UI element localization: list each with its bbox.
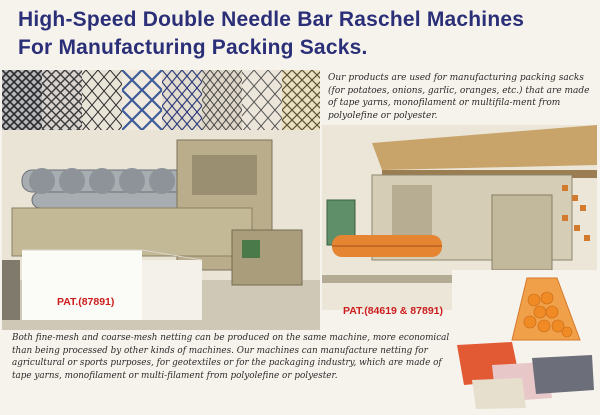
description-paragraph: Both fine-mesh and coarse-mesh netting can be produced on the same machine, more economical than being processed by other kinds of machines. Our machines can manufacture netting for agricultural or sports purposes, for geotextiles or for the packaging industry, which are made of tape yarns, monofilament or multi-filament from polyolefine or polyester.	[12, 333, 450, 381]
patent-label-left: PAT.(87891)	[57, 296, 115, 308]
left-machine-photo	[2, 130, 320, 330]
netting-swatches	[2, 70, 320, 130]
patent-label-right: PAT.(84619 & 87891)	[343, 305, 444, 317]
headline-line-2: For Manufacturing Packing Sacks.	[18, 36, 368, 59]
intro-paragraph: Our products are used for manufacturing packing sacks (for potatoes, onions, garlic, oranges, etc.) that are made of tape yarns, monofilament or multifila-ment from polyolefine or polyester.	[328, 73, 590, 121]
headline-line-1: High-Speed Double Needle Bar Raschel Machines	[18, 8, 525, 31]
packing-sacks-photo	[452, 270, 597, 410]
